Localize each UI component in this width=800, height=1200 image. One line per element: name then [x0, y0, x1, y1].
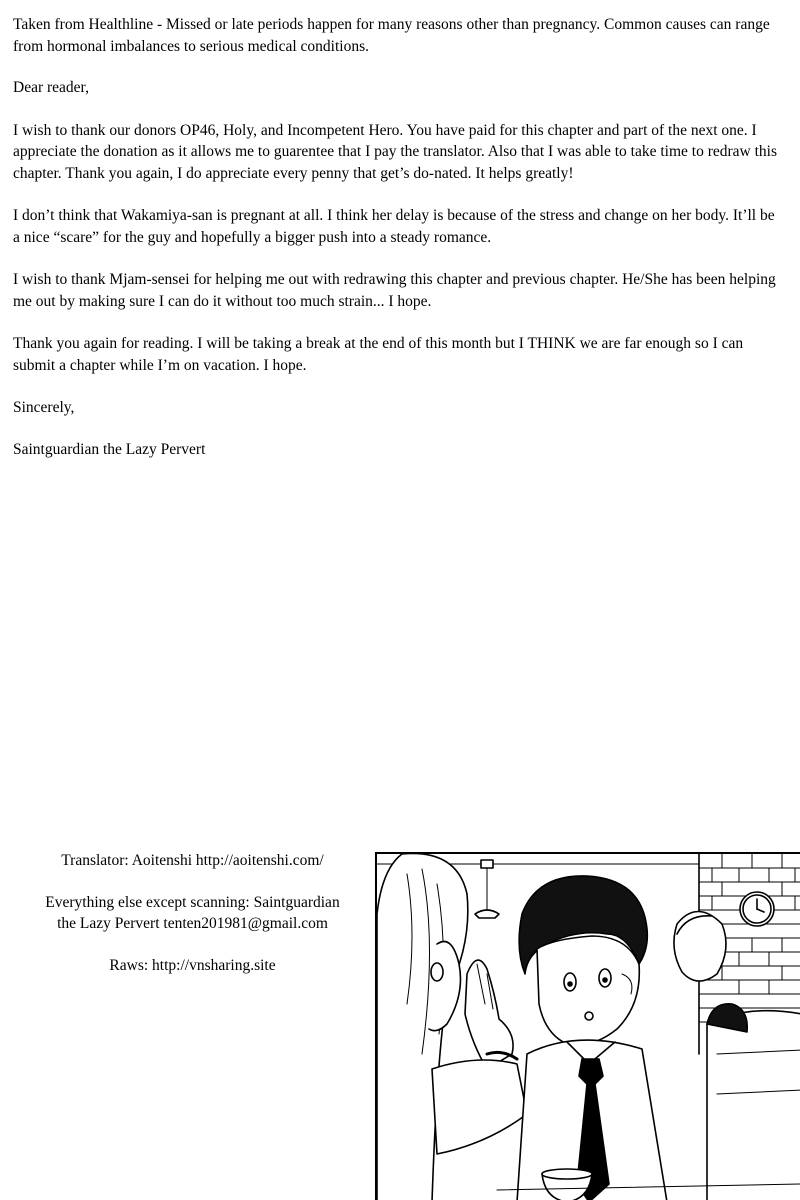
translator-credit: Translator: Aoitenshi http://aoitenshi.com/	[61, 852, 324, 869]
healthline-note: Taken from Healthline - Missed or late periods happen for many reasons other than pregnancy. Common causes can range from hormonal imbalances to serious medical conditions.	[13, 16, 770, 55]
closing: Sincerely,	[13, 399, 75, 416]
manga-panel-drawing	[377, 854, 800, 1200]
signature: Saintguardian the Lazy Pervert	[13, 440, 206, 458]
paragraph-break-notice: Thank you again for reading. I will be taking a break at the end of this month but I THINK we are far enough so I can submit a chapter while I’m on vacation. I hope.	[13, 335, 744, 374]
manga-panel-illustration	[375, 852, 800, 1200]
paragraph-opinion: I don’t think that Wakamiya-san is pregnant at all. I think her delay is because of the stress and change on her body. It’ll be a nice “scare” for the guy and hopefully a bigger push into a steady romance.	[13, 207, 775, 246]
editor-credit-line1: Everything else except scanning: Saintguardian	[45, 894, 340, 911]
greeting: Dear reader,	[13, 79, 89, 96]
paragraph-thanks-helper: I wish to thank Mjam-sensei for helping me out with redrawing this chapter and previous chapter. He/She has been helping me out by making sure I can do it without too much strain... I hope.	[13, 271, 776, 310]
credits-block	[10, 850, 375, 997]
letter	[13, 14, 783, 481]
editor-credit-line2: the Lazy Pervert tenten201981@gmail.com	[57, 915, 328, 932]
paragraph-donors: I wish to thank our donors OP46, Holy, and Incompetent Hero. You have paid for this chapter and part of the next one. I appreciate the donation as it allows me to guarentee that I pay the translator. Also that I was able to take time to redraw this chapter. Thank you again, I do appreciate every penny that get’s do-nated. It helps greatly!	[13, 121, 777, 182]
editor-credit	[10, 892, 375, 934]
raws-credit: Raws: http://vnsharing.site	[109, 957, 276, 974]
